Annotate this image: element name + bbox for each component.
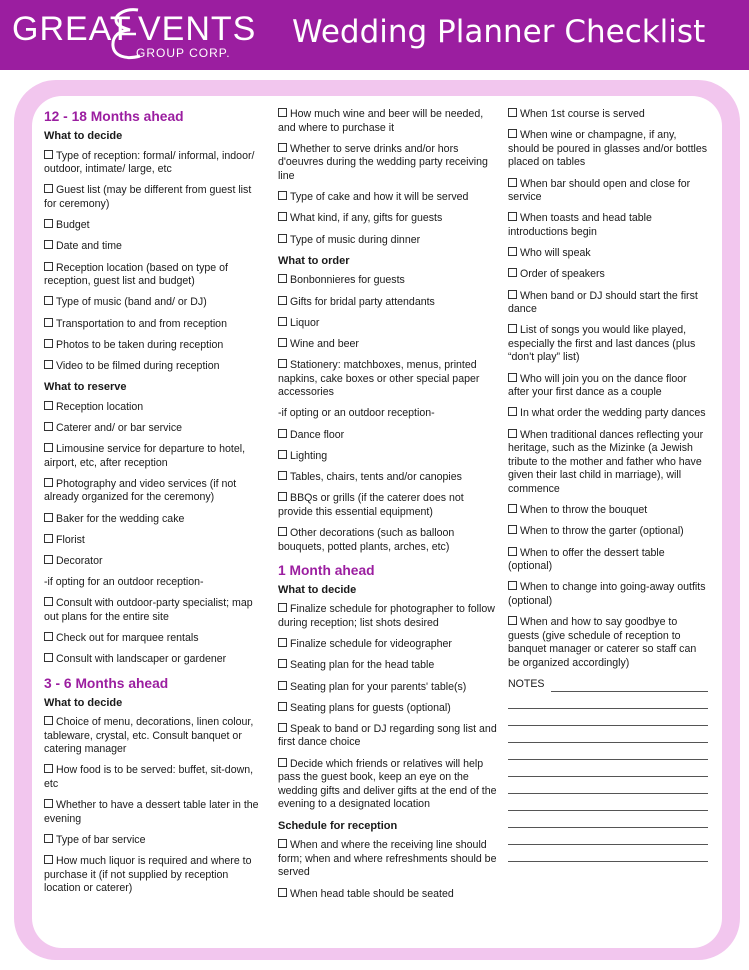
checklist-item[interactable]: Photography and video services (if not already organized for the ceremony)	[44, 477, 237, 504]
checklist-item[interactable]: When to throw the garter (optional)	[508, 525, 708, 539]
notes-line[interactable]	[508, 811, 708, 828]
checkbox[interactable]	[278, 429, 287, 438]
notes-line[interactable]	[508, 828, 708, 845]
notes-line[interactable]	[551, 681, 709, 692]
checkbox[interactable]	[278, 143, 287, 152]
checkbox[interactable]	[278, 212, 287, 221]
checkbox[interactable]	[508, 129, 517, 138]
checklist-item[interactable]: How much liquor is required and where to purchase it (if not supplied by reception location or caterer)	[44, 855, 252, 895]
checklist-item[interactable]: Video to be filmed during reception	[44, 360, 262, 374]
checkbox[interactable]	[278, 234, 287, 243]
column-2	[278, 108, 500, 909]
checklist-item[interactable]: How food is to be served: buffet, sit-down, etc	[44, 764, 254, 791]
checklist-item[interactable]: Decorator	[44, 555, 262, 569]
checkbox[interactable]	[278, 492, 287, 501]
checklist-item[interactable]: Consult with landscaper or gardener	[44, 653, 262, 667]
checklist-item[interactable]: Type of cake and how it will be served	[278, 191, 500, 205]
subheading: What to order	[278, 254, 350, 267]
checkbox[interactable]	[508, 373, 517, 382]
checkbox[interactable]	[44, 478, 53, 487]
checklist-item[interactable]: Choice of menu, decorations, linen colour, tableware, crystal, etc. Consult banquet or catering manager	[44, 716, 254, 756]
checkbox[interactable]	[44, 555, 53, 564]
checkbox[interactable]	[508, 247, 517, 256]
column-1	[44, 108, 262, 904]
checklist-item[interactable]: When bar should open and close for service	[508, 177, 691, 204]
company-logo	[12, 6, 257, 66]
notes-line[interactable]	[508, 760, 708, 777]
checkbox[interactable]	[44, 150, 53, 159]
checklist-item[interactable]: Tables, chairs, tents and/or canopies	[278, 471, 500, 485]
checklist-item[interactable]: Bonbonnieres for guests	[278, 274, 500, 288]
checklist-item[interactable]: Type of music during dinner	[278, 234, 500, 248]
checklist-item[interactable]: When to throw the bouquet	[508, 504, 708, 518]
checklist-item[interactable]: Finalize schedule for photographer to follow during reception; list shots desired	[278, 603, 495, 629]
checklist-item[interactable]: Wine and beer	[278, 338, 500, 352]
checklist-item[interactable]: Seating plan for the head table	[278, 659, 500, 673]
checklist-item[interactable]: Baker for the wedding cake	[44, 513, 262, 527]
checkbox[interactable]	[44, 360, 53, 369]
checkbox[interactable]	[44, 219, 53, 228]
checklist-item[interactable]: When wine or champagne, if any, should be poured in glasses and/or bottles placed on tables	[508, 129, 708, 169]
checklist-item[interactable]: Other decorations (such as balloon bouquets, potted plants, arches, etc)	[278, 526, 455, 553]
checkbox[interactable]	[278, 527, 287, 536]
checklist-item[interactable]: Florist	[44, 534, 262, 548]
checkbox[interactable]	[508, 290, 517, 299]
checkbox[interactable]	[508, 525, 517, 534]
checklist-item[interactable]: BBQs or grills (if the caterer does not provide this essential equipment)	[278, 492, 464, 518]
checkbox[interactable]	[508, 178, 517, 187]
checklist-item[interactable]: Guest list (may be different from guest list for ceremony)	[44, 184, 252, 210]
checklist-item[interactable]: Budget	[44, 219, 262, 233]
checkbox[interactable]	[44, 799, 53, 808]
checklist-item[interactable]: When and how to say goodbye to guests (give schedule of reception to banquet manager or caterer so staff can be organized accordingly)	[508, 616, 697, 669]
logo-subtitle: GROUP CORP.	[136, 46, 231, 60]
checkbox[interactable]	[278, 274, 287, 283]
checklist-item[interactable]: When traditional dances reflecting your heritage, such as the Mizinke (a Jewish tribute to the mother and father who have given their last child in marriage), will commence	[508, 428, 704, 495]
checkbox[interactable]	[508, 212, 517, 221]
checklist-item[interactable]: Decide which friends or relatives will help pass the guest book, keep an eye on the wedding gifts and deliver gifts at the end of the evening to a designated location	[278, 757, 497, 811]
checklist-item[interactable]: When to change into going-away outfits (optional)	[508, 581, 706, 607]
checklist-item[interactable]: List of songs you would like played, especially the first and last dances (plus “don't play” list)	[508, 324, 696, 364]
checklist-item[interactable]: Check out for marquee rentals	[44, 632, 262, 646]
checkbox[interactable]	[44, 855, 53, 864]
checklist-item[interactable]: When and where the receiving line should form; when and where refreshments should be served	[278, 839, 497, 879]
checklist-item[interactable]: Seating plan for your parents' table(s)	[278, 681, 500, 695]
notes-line[interactable]	[508, 726, 708, 743]
checkbox[interactable]	[44, 318, 53, 327]
checkbox[interactable]	[508, 324, 517, 333]
checkbox[interactable]	[44, 653, 53, 662]
checklist-panel	[32, 96, 722, 948]
checklist-item[interactable]: Consult with outdoor-party specialist; map out plans for the entire site	[44, 597, 253, 623]
section-heading: 1 Month ahead	[278, 562, 375, 578]
subheading: What to decide	[44, 130, 123, 142]
checklist-item[interactable]: Type of music (band and/ or DJ)	[44, 296, 262, 310]
checkbox[interactable]	[508, 108, 517, 117]
checkbox[interactable]	[508, 429, 517, 438]
checkbox[interactable]	[44, 834, 53, 843]
checklist-item[interactable]: Stationery: matchboxes, menus, printed napkins, cake boxes or other special paper accessories	[278, 359, 480, 399]
outdoor-note: -if opting or an outdoor reception-	[278, 407, 435, 420]
checklist-item[interactable]: Reception location (based on type of reception, guest list and budget)	[44, 261, 228, 288]
checkbox[interactable]	[278, 603, 287, 612]
checklist-item[interactable]: Who will join you on the dance floor after your first dance as a couple	[508, 372, 687, 399]
checklist-item[interactable]: How much wine and beer will be needed, and where to purchase it	[278, 108, 484, 134]
checkbox[interactable]	[508, 407, 517, 416]
checkbox[interactable]	[44, 764, 53, 773]
checklist-item[interactable]: In what order the wedding party dances	[508, 407, 708, 421]
checkbox[interactable]	[278, 659, 287, 668]
page-title: Wedding Planner Checklist	[292, 14, 706, 50]
checklist-item[interactable]: Seating plans for guests (optional)	[278, 702, 500, 716]
section-heading: 3 - 6 Months ahead	[44, 675, 169, 691]
checklist-item[interactable]: Order of speakers	[508, 268, 708, 282]
checklist-item[interactable]: When head table should be seated	[278, 888, 500, 902]
checkbox[interactable]	[278, 296, 287, 305]
checkbox[interactable]	[278, 723, 287, 732]
subheading: What to decide	[278, 583, 357, 596]
checklist-item[interactable]: Gifts for bridal party attendants	[278, 296, 500, 310]
notes-line[interactable]	[508, 794, 708, 811]
subheading: What to reserve	[44, 381, 127, 394]
checkbox[interactable]	[44, 296, 53, 305]
checklist-item[interactable]: What kind, if any, gifts for guests	[278, 212, 500, 226]
checkbox[interactable]	[278, 839, 287, 848]
checkbox[interactable]	[508, 616, 517, 625]
checklist-item[interactable]: Whether to have a dessert table later in the evening	[44, 799, 259, 825]
outdoor-note: -if opting for an outdoor reception-	[44, 576, 204, 589]
checklist-item[interactable]: Speak to band or DJ regarding song list and first dance choice	[278, 722, 497, 749]
subheading: Schedule for reception	[278, 819, 398, 832]
checklist-item[interactable]: Whether to serve drinks and/or hors d'oeuvres during the wedding party receiving line	[278, 142, 488, 182]
checklist-item[interactable]: Caterer and/ or bar service	[44, 422, 262, 436]
checkbox[interactable]	[44, 632, 53, 641]
checkbox[interactable]	[44, 443, 53, 452]
checklist-item[interactable]: Transportation to and from reception	[44, 318, 262, 332]
notes-label: NOTES	[508, 678, 545, 691]
checklist-item[interactable]: When 1st course is served	[508, 108, 708, 122]
checkbox[interactable]	[508, 268, 517, 277]
checkbox[interactable]	[44, 422, 53, 431]
checkbox[interactable]	[44, 716, 53, 725]
checkbox[interactable]	[508, 581, 517, 590]
checkbox[interactable]	[278, 702, 287, 711]
checkbox[interactable]	[44, 597, 53, 606]
checkbox[interactable]	[44, 513, 53, 522]
checkbox[interactable]	[278, 681, 287, 690]
notes-line[interactable]	[508, 692, 708, 709]
checklist-item[interactable]: Reception location	[44, 401, 262, 415]
section-heading: 12 - 18 Months ahead	[44, 109, 184, 124]
checkbox[interactable]	[278, 638, 287, 647]
logo-events-text: VENTS	[138, 10, 257, 48]
checklist-item[interactable]: Who will speak	[508, 247, 708, 261]
checkbox[interactable]	[278, 191, 287, 200]
checkbox[interactable]	[44, 534, 53, 543]
checkbox[interactable]	[278, 338, 287, 347]
notes-line[interactable]	[508, 777, 708, 794]
checklist-item[interactable]: Photos to be taken during reception	[44, 339, 262, 353]
checklist-item[interactable]: Finalize schedule for videographer	[278, 638, 500, 652]
notes-section	[508, 678, 708, 692]
checkbox[interactable]	[278, 317, 287, 326]
logo-great-text: GREAT	[12, 10, 132, 48]
checklist-item[interactable]: Type of reception: formal/ informal, indoor/ outdoor, intimate/ large, etc	[44, 149, 255, 176]
checkbox[interactable]	[278, 450, 287, 459]
checklist-item[interactable]: Lighting	[278, 450, 500, 464]
checkbox[interactable]	[278, 758, 287, 767]
checklist-item[interactable]: Limousine service for departure to hotel, airport, etc, after reception	[44, 443, 246, 469]
notes-line[interactable]	[508, 743, 708, 760]
checklist-item[interactable]: When to offer the dessert table (optional)	[508, 546, 665, 573]
checkbox[interactable]	[508, 547, 517, 556]
checkbox[interactable]	[44, 339, 53, 348]
checkbox[interactable]	[278, 108, 287, 117]
notes-line[interactable]	[508, 709, 708, 726]
notes-line[interactable]	[508, 845, 708, 862]
checkbox[interactable]	[44, 401, 53, 410]
checkbox[interactable]	[278, 471, 287, 480]
column-3	[508, 108, 708, 862]
checkbox[interactable]	[44, 240, 53, 249]
checklist-item[interactable]: When band or DJ should start the first dance	[508, 289, 698, 316]
checklist-item[interactable]: Type of bar service	[44, 834, 262, 848]
checkbox[interactable]	[44, 262, 53, 271]
header-bar	[0, 0, 749, 70]
checklist-item[interactable]: Date and time	[44, 240, 262, 254]
checkbox[interactable]	[44, 184, 53, 193]
subheading: What to decide	[44, 696, 123, 709]
checklist-item[interactable]: Dance floor	[278, 429, 500, 443]
checkbox[interactable]	[278, 888, 287, 897]
checkbox[interactable]	[278, 359, 287, 368]
checklist-item[interactable]: When toasts and head table introductions begin	[508, 212, 652, 238]
checkbox[interactable]	[508, 504, 517, 513]
checklist-item[interactable]: Liquor	[278, 317, 500, 331]
